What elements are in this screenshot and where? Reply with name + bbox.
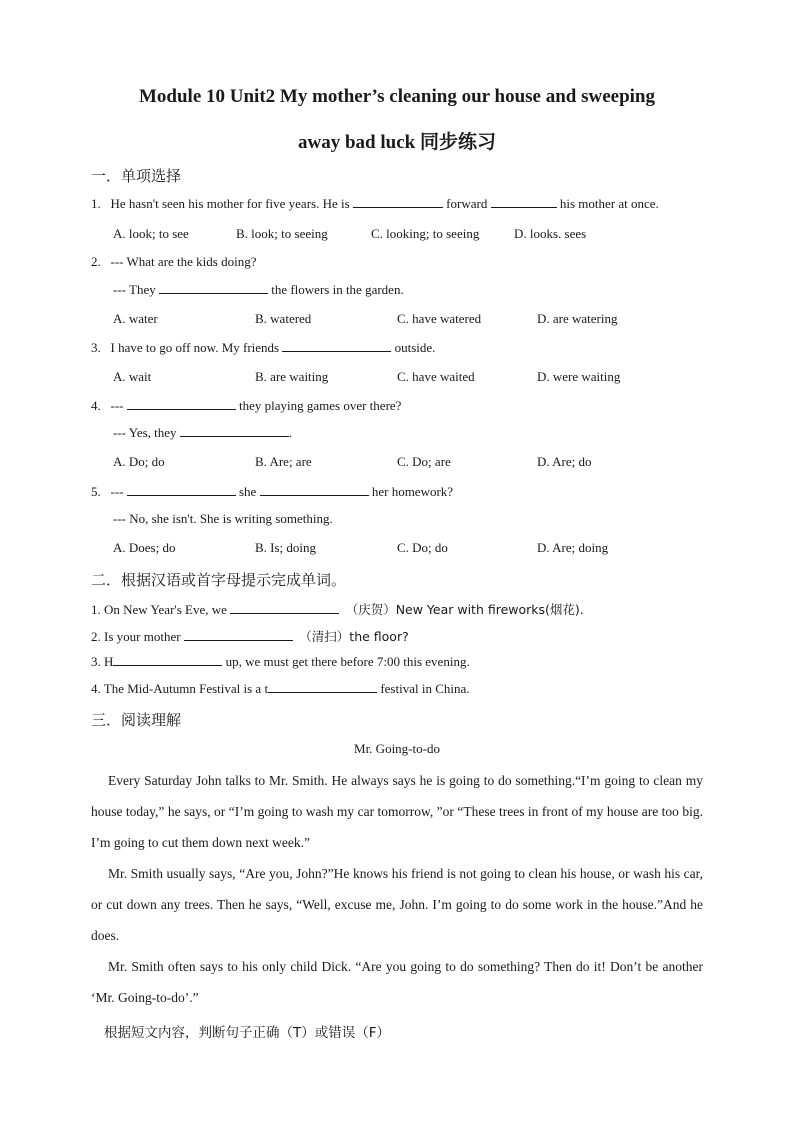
option-b[interactable]: B. watered <box>255 311 312 326</box>
fill-item-4: 4. The Mid-Autumn Festival is a t festival in China. <box>91 681 470 696</box>
option-b[interactable]: B. Is; doing <box>255 540 317 555</box>
question-number: 3. <box>91 340 101 355</box>
passage-title: Mr. Going-to-do <box>354 741 440 756</box>
option-a[interactable]: A. Do; do <box>113 454 165 469</box>
answer-blank[interactable] <box>353 196 443 208</box>
option-d[interactable]: D. Are; do <box>537 454 592 469</box>
question-number: 4. <box>91 398 101 413</box>
option-b[interactable]: B. Are; are <box>255 454 312 469</box>
passage-paragraph-1: Every Saturday John talks to Mr. Smith. He always says he is going to do something.“I’m going to clean my house today,” he says, or “I’m going to wash my car tomorrow, ”or “These trees in front of my house are too big. I’m going to cut them down next week.” <box>91 773 703 850</box>
answer-blank[interactable] <box>159 282 268 294</box>
option-d[interactable]: D. Are; doing <box>537 540 609 555</box>
question-2-line2: --- They the flowers in the garden. <box>113 282 404 297</box>
answer-blank[interactable] <box>127 484 236 496</box>
question-number: 1. <box>91 196 101 211</box>
option-d[interactable]: D. looks. sees <box>514 226 587 241</box>
option-d[interactable]: D. are watering <box>537 311 618 326</box>
question-3: 3. I have to go off now. My friends outside. <box>91 340 436 355</box>
question-2: 2. --- What are the kids doing? <box>91 254 257 269</box>
question-number: 5. <box>91 484 101 499</box>
option-a[interactable]: A. water <box>113 311 158 326</box>
reading-passage <box>91 765 703 1013</box>
true-false-instruction: 根据短文内容，判断句子正确（T）或错误（F） <box>104 1025 391 1041</box>
option-c[interactable]: C. Do; are <box>397 454 451 469</box>
page-title-line2: away bad luck 同步练习 <box>298 132 496 153</box>
option-a[interactable]: A. look; to see <box>113 226 189 241</box>
answer-blank[interactable] <box>180 425 289 437</box>
answer-blank[interactable] <box>127 398 236 410</box>
answer-blank[interactable] <box>113 654 222 666</box>
answer-blank[interactable] <box>184 629 293 641</box>
option-c[interactable]: C. have waited <box>397 369 475 384</box>
answer-blank[interactable] <box>230 602 339 614</box>
section2-heading: 二．根据汉语或首字母提示完成单词。 <box>91 571 347 589</box>
section1-heading: 一．单项选择 <box>91 167 182 185</box>
option-c[interactable]: C. Do; do <box>397 540 448 555</box>
question-number: 2. <box>91 254 101 269</box>
fill-item-1: 1. On New Year's Eve, we （庆贺）New Year with fireworks(烟花). <box>91 602 584 617</box>
option-c[interactable]: C. looking; to seeing <box>371 226 480 241</box>
passage-paragraph-3: Mr. Smith often says to his only child Dick. “Are you going to do something? Then do it! Don’t be another ‘Mr. Going-to-do’.” <box>91 959 703 1005</box>
question-4-line2: --- Yes, they . <box>113 425 293 440</box>
section3-heading: 三．阅读理解 <box>91 711 182 729</box>
question-1: 1. He hasn't seen his mother for five years. He is forward his mother at once. <box>91 196 659 211</box>
option-b[interactable]: B. are waiting <box>255 369 329 384</box>
fill-item-3: 3. H up, we must get there before 7:00 this evening. <box>91 654 470 669</box>
answer-blank[interactable] <box>282 340 391 352</box>
option-a[interactable]: A. Does; do <box>113 540 176 555</box>
option-a[interactable]: A. wait <box>113 369 152 384</box>
passage-paragraph-2: Mr. Smith usually says, “Are you, John?”He knows his friend is not going to clean his house, or wash his car, or cut down any trees. Then he says, “Well, excuse me, John. I’m going to do some work in the house.”And he does. <box>91 866 703 943</box>
option-d[interactable]: D. were waiting <box>537 369 621 384</box>
answer-blank[interactable] <box>260 484 369 496</box>
answer-blank[interactable] <box>491 196 557 208</box>
page-title-line1: Module 10 Unit2 My mother’s cleaning our house and sweeping <box>138 86 655 107</box>
option-c[interactable]: C. have watered <box>397 311 482 326</box>
answer-blank[interactable] <box>268 681 377 693</box>
question-5: 5. --- she her homework? <box>91 484 454 499</box>
option-b[interactable]: B. look; to seeing <box>236 226 328 241</box>
fill-item-2: 2. Is your mother （清扫）the floor? <box>91 629 409 644</box>
question-5-line2: --- No, she isn't. She is writing something. <box>113 511 333 526</box>
question-4: 4. --- they playing games over there? <box>91 398 402 413</box>
